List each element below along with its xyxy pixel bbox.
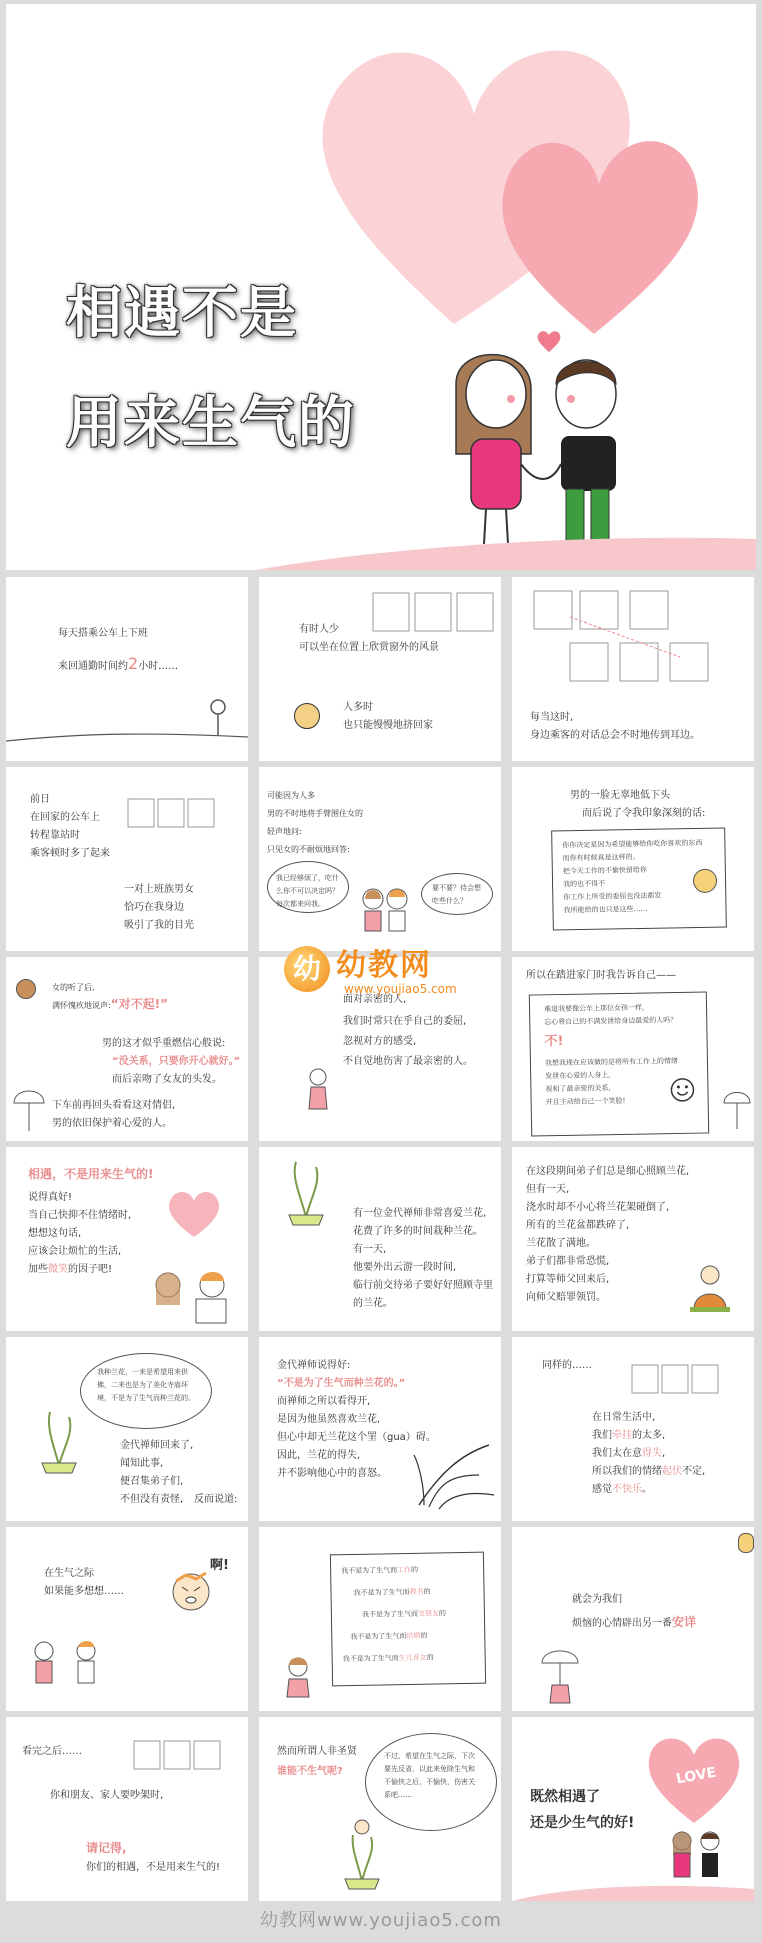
girl-umbrella-sketch [303,1065,333,1121]
love-text: LOVE [674,1764,718,1788]
note-paper: 难道我要像公车上那位女孩一样, 忘心将自己的不满发泄给身边最爱的人吗？ 不! 我想我现在应该做的是将所有工作上的情绪 发泄在心爱的人身上, 视相了最亲密的关系, 并且主动给自己一个笑脸! [529,991,709,1136]
text-line: 但有一天, [526,1184,570,1195]
text-line: 只见女的不耐烦地回答: [267,845,350,854]
text-line: 人多时 [343,702,373,713]
text-line: 浇水时却不小心将兰花架碰倒了, [526,1202,670,1213]
speech-bubble: 我种兰花，一来是希望用来供佛，二来也是为了美化寺庙环境，不是为了生气而种兰花的。 [80,1353,212,1429]
text-line: 在生气之际 [44,1568,94,1579]
slide-his-reply [512,767,754,951]
text-line: 在这段期间弟子们总是细心照顾兰花, [526,1166,690,1177]
slide-heading: 相遇，不是用来生气的! [28,1167,154,1181]
text-line: 可能因为人多 [267,791,315,800]
text-line: 因此，兰花的得失, [277,1450,361,1461]
text-line: 男的这才似乎重燃信心般说: [102,1038,226,1049]
cover-title-line1: 相遇不是 [66,281,298,346]
text-line: 满怀愧疚地说声:“对不起!” [52,997,168,1011]
umbrella-icon [722,1087,752,1133]
text-line: 而后亲吻了女友的头发。 [112,1074,222,1085]
text-line: 并不影响他心中的喜怒。 [277,1468,387,1479]
slide-nobody-perfect [259,1717,501,1901]
text-line: 就会为我们 [572,1594,622,1605]
text-line: 而禅师之所以看得开, [277,1396,371,1407]
umbrella-icon [12,1085,46,1135]
cover-title-line2: 用来生气的 [66,391,356,456]
text-line: 打算等师父回来后, [526,1274,610,1285]
text-line: 同样的…… [542,1360,592,1371]
footer-watermark: 幼教网www.youjiao5.com [260,1910,502,1931]
text-line: 身边乘客的对话总会不时地传到耳边。 [530,730,700,741]
site-watermark [284,940,484,1010]
slide-commute [6,577,248,761]
text-line: 也只能慢慢地挤回家 [343,720,433,731]
text-line: 说得真好! [28,1192,73,1203]
text-line: 谁能不生气呢? [277,1766,343,1777]
slide-likewise [512,1337,754,1521]
text-line: 所以在踏进家门时我告诉自己—— [526,970,676,981]
text-line: 临行前交待弟子要好好照顾寺里 [353,1280,493,1291]
text-line: 我们牵挂的太多, [592,1430,666,1441]
site-url: www.youjiao5.com [344,982,457,996]
text-line: 然而所谓人非圣贤 [277,1746,357,1757]
text-line: 弟子们都非常恐慌, [526,1256,610,1267]
boy-face-icon [693,869,717,893]
text-line: 你和朋友、家人要吵架时, [50,1790,164,1801]
text-line: 一对上班族男女 [124,884,194,895]
text-line: 忽视对方的感受, [343,1036,417,1047]
text-line: 我们太在意得失, [592,1448,666,1459]
speech-bubble: 我已经够烦了，吃什么你不可以决定吗？每次都来问我。 [267,861,349,913]
bus-stop-illustration [6,697,248,757]
text-line: 乘客顿时多了起来 [30,848,110,859]
smiley-icon [669,1077,695,1103]
text-line: 花费了许多的时间栽种兰花。 [353,1226,483,1237]
text-line: 向师父赔罪领罚。 [526,1292,606,1303]
text-line: 的兰花。 [353,1298,393,1309]
text-line: 在日常生活中, [592,1412,656,1423]
couple-sketch [24,1637,114,1697]
slide-couple-on-bus [6,767,248,951]
site-name: 幼教网 [336,948,432,983]
text-line: 是因为他虽然喜欢兰花, [277,1414,381,1425]
text-line: 男的依旧保护着心爱的人。 [52,1118,172,1129]
text-line: 闻知此事, [120,1458,164,1469]
ground-decoration [512,1877,754,1901]
monk-illustration [688,1263,732,1313]
slide-serenity [512,1527,754,1711]
text-line: 如果能多想想…… [44,1586,124,1597]
slide-well-said [6,1147,248,1331]
text-line: 所有的兰花盆都跌碎了, [526,1220,630,1231]
hearts-illustration [304,24,756,354]
text-line: 烦恼的心情辟出另一番安详 [572,1615,697,1629]
orchid-pot-illustration [339,1817,385,1893]
text-line: 兰花散了满地。 [526,1238,596,1249]
text-line: 面对亲密的人, [343,994,407,1005]
text-line: 不但没有责怪, [120,1494,184,1505]
windows-sketch [132,1739,222,1771]
text-line: 想想这句话, [28,1228,82,1239]
text-line: 你们的相遇，不是用来生气的! [86,1862,221,1873]
girl-face-icon [16,979,36,999]
slide-when-angry [6,1527,248,1711]
slide-apology [6,957,248,1141]
slide-not-to-be-angry [259,1527,501,1711]
slide-ending [512,1717,754,1901]
girl-face-icon [294,703,320,729]
girl-sketch [281,1655,315,1699]
text-line: 既然相遇了 [530,1789,600,1805]
speech-bubble: 不过，希望在生气之际，下次要先反省，以此来免除生气和不愉快之后，不愉快，伤害关系吧…… [365,1733,497,1831]
bus-windows-illustration [126,797,216,829]
text-line: 每天搭乘公车上下班 [58,628,148,639]
text-line: 金代禅师回来了, [120,1440,194,1451]
text-line: 恰巧在我身边 [124,902,184,913]
text-line: 不自觉地伤害了最亲密的人。 [343,1056,473,1067]
text-line: 吸引了我的目光 [124,920,194,931]
speech-bubble: 要不要？待会想吃些什么？ [421,873,493,915]
orchid-ink-illustration [409,1435,499,1515]
text-line: 而后说了令我印象深刻的话: [582,808,706,819]
text-line: 便召集弟子们, [120,1476,184,1487]
text-line: 请记得, [86,1841,127,1855]
site-logo-icon: 幼 [284,946,330,992]
slide-argument [259,767,501,951]
text-line: 在回家的公车上 [30,812,100,823]
angry-face-illustration [166,1567,216,1617]
text-line: 男的不时地将手臂围住女的 [267,809,363,818]
text-line: 还是少生气的好! [530,1815,635,1831]
passengers-illustration [530,587,740,687]
windows-sketch [630,1363,720,1395]
slide-few-people [259,577,501,761]
heart-icon [166,1187,222,1239]
slide-tell-myself [512,957,754,1141]
text-line: 转程靠站时 [30,830,80,841]
text-line: 有一位金代禅师非常喜爱兰花, [353,1208,487,1219]
shout-text: 啊! [210,1558,229,1573]
text-line: 他要外出云游一段时间, [353,1262,457,1273]
text-line: 下车前再回头看看这对情侣, [52,1100,176,1111]
text-line: 当自己快抑不住情绪时, [28,1210,132,1221]
text-line: 我们时常只在乎自己的委屈, [343,1016,467,1027]
text-line: 所以我们的情绪起伏不定, [592,1466,706,1477]
couple-sketch [355,885,415,945]
text-line: 来回通勤时间约2小时…… [58,654,179,673]
text-line: 加些微笑的因子吧! [28,1264,113,1275]
couple-sketch [146,1265,236,1325]
note-paper: 你你决定是因为希望能够给你吃你喜欢的东西 而你有时候真是这样的。 把今天工作的不愉快留给你 我的也不得不 你工作上所受的委屈也没法都发 我所能给的也只是这些…… [551,827,727,930]
text-line: 每当这时, [530,712,574,723]
slide-master-returns [6,1337,248,1521]
text-line: 男的一脸无辜地低下头 [570,790,670,801]
girl-umbrella-sketch [540,1645,580,1705]
text-line: 应该会让烦忙的生活, [28,1246,122,1257]
slide-conversations [512,577,754,761]
window-scene-illustration [371,591,496,636]
text-line: “不是为了生气而种兰花的。” [277,1378,406,1389]
orchid-pot-illustration [281,1157,331,1227]
text-line: 可以坐在位置上欣赏窗外的风景 [299,642,439,653]
orchid-pot-illustration [36,1407,82,1477]
text-line: 金代禅师说得好: [277,1360,351,1371]
text-line: 反而说道: [194,1494,238,1505]
text-line: 有时人少 [299,624,339,635]
text-line: 感觉不快乐。 [592,1484,652,1495]
child-sketch [738,1533,754,1553]
ground-decoration [6,504,756,570]
text-line: “没关系，只要你开心就好。” [112,1056,241,1067]
slide-zen-master [259,1147,501,1331]
cover-slide [6,4,756,570]
text-line: 但心中却无兰花这个罣（gua）碍。 [277,1432,436,1443]
text-line: 女的听了后, [52,983,95,992]
slide-disciples [512,1147,754,1331]
text-line: 前日 [30,794,50,805]
slide-after-reading [6,1717,248,1901]
text-line: 看完之后…… [22,1746,82,1757]
note-paper: 我不是为了生气而工作的 我不是为了生气而教书的 我不是为了生气而交朋友的 我不是为了生气而结婚的 我不是为了生气而生儿育女的 [330,1552,486,1687]
slide-master-says [259,1337,501,1521]
text-line: 轻声地问: [267,827,302,836]
text-line: 有一天, [353,1244,387,1255]
